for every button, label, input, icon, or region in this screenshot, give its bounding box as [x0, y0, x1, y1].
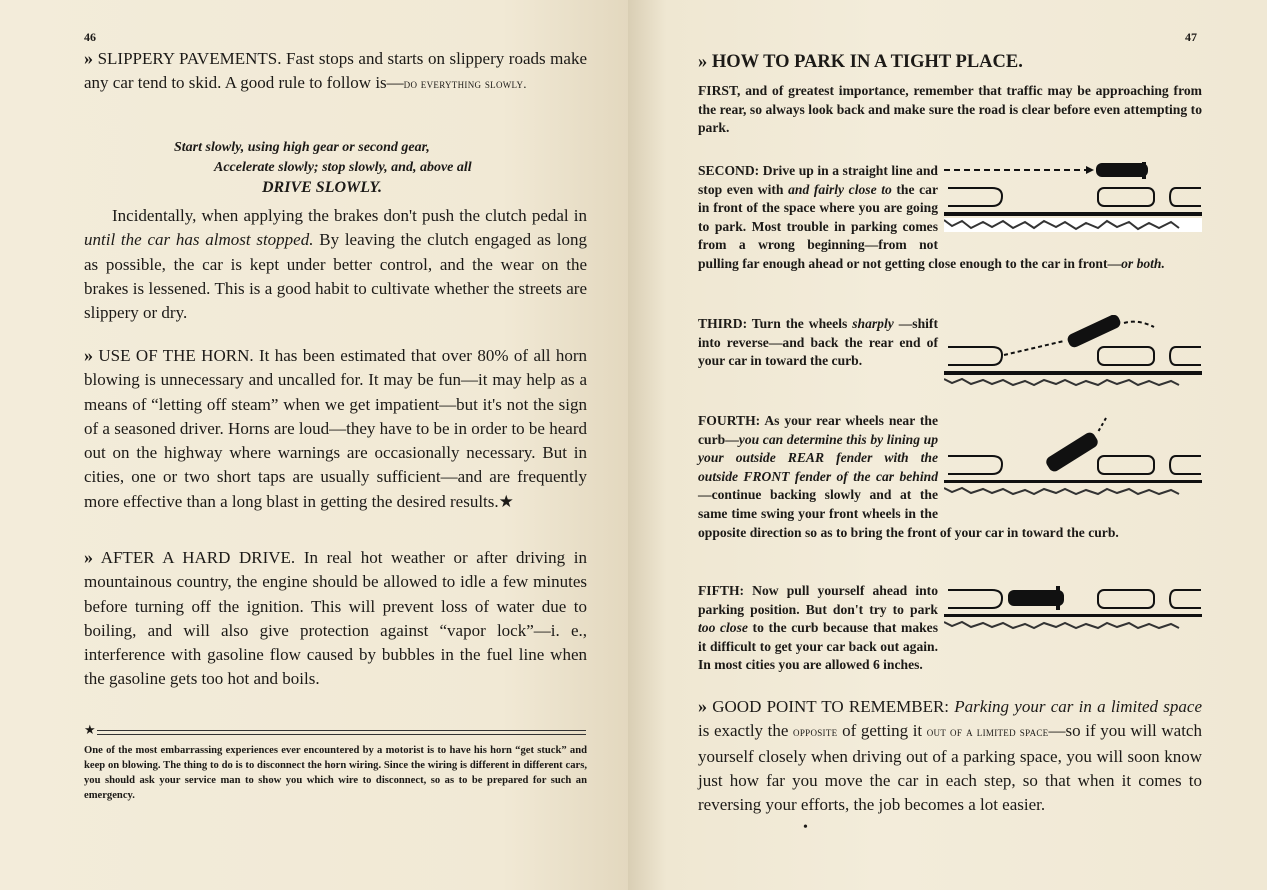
curb — [944, 614, 1202, 617]
step-first: FIRST, and of greatest importance, remember that traffic may be approaching from the rear, so always look back and make sure the road is clear before even attempting to park. — [698, 83, 1202, 136]
rule-line: Start slowly, using high gear or second gear, — [174, 140, 430, 155]
footnote-star: ★ — [84, 722, 96, 737]
italic-text: too close — [698, 620, 748, 636]
curb — [944, 480, 1202, 483]
section-marker: » — [84, 48, 93, 68]
paragraph-text: FOURTH: As your rear wheels near the curb— — [698, 413, 938, 447]
left-page — [0, 0, 628, 890]
italic-text: and fairly close to — [788, 181, 892, 197]
paragraph-text: —continue backing slowly and at the same time swing your front wheels in the opposite direction so as to bring the front of your car in toward the curb. — [698, 487, 1119, 540]
section-heading: USE OF THE HORN. — [98, 346, 254, 365]
paragraph-text: Incidentally, when applying the brakes don't push the clutch pedal in — [112, 206, 587, 225]
section-marker: » — [84, 547, 93, 567]
section-slippery-pavements — [84, 46, 587, 97]
section-heading: SLIPPERY PAVEMENTS. — [97, 49, 282, 68]
diagram-second — [944, 162, 1202, 240]
moving-car-icon — [1044, 430, 1100, 473]
parked-car-rear-icon — [948, 188, 1002, 206]
italic-text: you can determine this by lining up your outside REAR fender with the outside FRONT fender of the car behind — [698, 431, 938, 484]
step-fifth — [698, 582, 1202, 675]
italic-text: or both. — [1121, 255, 1165, 271]
driving-rule — [84, 138, 587, 198]
paragraph-text: FIFTH: Now pull yourself ahead into parking position. But don't try to park — [698, 583, 938, 617]
parked-car-front-icon — [1098, 188, 1154, 206]
section-heading: AFTER A HARD DRIVE. — [100, 548, 296, 567]
step-second — [698, 162, 1202, 274]
step-third — [698, 315, 1202, 393]
page-bullet: • — [803, 820, 808, 835]
parking-diagram-step-3 — [944, 315, 1202, 387]
paragraph-text: the car in front of the space where you are going to park. Most trouble in parking comes from a wrong beginning—from not pulling far enough ahead or not getting close enough to the car in front— — [698, 181, 1122, 271]
parking-diagram-step-5 — [944, 582, 1202, 638]
paragraph-text: Fast stops and starts on slippery roads make any car tend to skid. A good rule to follow is— — [84, 49, 587, 93]
section-marker: » — [698, 696, 707, 716]
paragraph-text: of getting it — [837, 721, 927, 741]
moving-car-icon — [1066, 315, 1123, 349]
moving-car-icon — [1008, 586, 1064, 610]
curb — [944, 212, 1202, 216]
rule-line: Accelerate slowly; stop slowly, and, above all — [214, 160, 472, 175]
footnote-star: ★ — [498, 491, 514, 511]
italic-text: sharply — [852, 316, 894, 331]
moving-car-icon — [1096, 162, 1148, 179]
diagram-third — [944, 315, 1202, 393]
footnote-rule — [97, 730, 586, 735]
paragraph-text: SECOND: Drive up in a straight line and stop even with — [698, 163, 938, 197]
diagram-fifth — [944, 582, 1202, 644]
footnote: One of the most embarrassing experiences ever encountered by a motorist is to have his horn “get stuck” and keep on blowing. The thing to do is to disconnect the horn wiring. Since the wiring is different in different cars, you should ask your service man to show you which wire to disconnect, so as to be prepared for such an emergency. — [84, 745, 587, 801]
section-good-point — [698, 694, 1202, 817]
paragraph-text: —so if you will watch yourself closely when driving out of a parking space, you will soon know just how far you move the car in each step, so that when it comes to reversing your efforts, the job becomes a lot easier. — [698, 721, 1202, 815]
smallcaps-text: opposite — [793, 724, 838, 740]
paragraph-text: —shift into reverse—and back the rear end of your car in toward the curb. — [698, 316, 938, 369]
title-text: HOW TO PARK IN A TIGHT PLACE. — [711, 52, 1023, 72]
curb — [944, 371, 1202, 375]
parking-diagram-step-2 — [944, 162, 1202, 234]
page-title — [698, 52, 1023, 73]
section-after-hard-drive — [84, 545, 587, 692]
paragraph-text: By leaving the clutch engaged as long as possible, the car is kept under better control, and the wear on the brakes is lessened. This is a good habit to cultivate whether the streets are slippery or dry. — [84, 230, 587, 323]
clutch-paragraph — [84, 204, 587, 325]
section-heading: GOOD POINT TO REMEMBER: — [712, 697, 950, 716]
paragraph-text: In real hot weather or after driving in mountainous country, the engine should be allowed to idle a few minutes before turning off the ignition. This will prevent loss of water due to boiling, and will also give protection against “vapor lock”—i. e., interference with gasoline flow caused by bubbles in the fuel line when the gasoline gets too hot and boils. — [84, 548, 587, 689]
rule-line: DRIVE SLOWLY. — [262, 179, 383, 196]
step-fourth — [698, 412, 1202, 542]
diagram-fourth — [944, 416, 1202, 508]
parking-diagram-step-4 — [944, 416, 1202, 502]
paragraph-text: THIRD: Turn the wheels — [698, 316, 853, 331]
section-marker: » — [698, 52, 708, 72]
page-number: 47 — [1185, 30, 1197, 44]
paragraph-text: is exactly the — [698, 721, 794, 741]
smallcaps-text: do everything slowly. — [403, 76, 527, 92]
paragraph-text: to the curb because that makes it difficult to get your car back out again. In most cities you are allowed 6 inches. — [698, 620, 938, 673]
italic-text: until the car has almost stopped. — [84, 230, 314, 250]
section-marker: » — [84, 345, 93, 365]
section-use-of-horn — [84, 343, 587, 514]
page-number: 46 — [84, 30, 96, 44]
smallcaps-text: out of a limited space — [926, 724, 1049, 740]
paragraph-text: It has been estimated that over 80% of all horn blowing is unnecessary and uncalled for. It may be fun—it may help as a means of “letting off steam” when we get impatient—but it's not the sign of a seasoned driver. Horns are loud—they have to be in order to be heard out on the highway where warnings are occasionally necessary. But in cities, one or two short taps are usually sufficient—and are frequently more effective than a long blast in getting the desired results. — [84, 346, 587, 511]
italic-text: Parking your car in a limited space — [949, 697, 1202, 716]
